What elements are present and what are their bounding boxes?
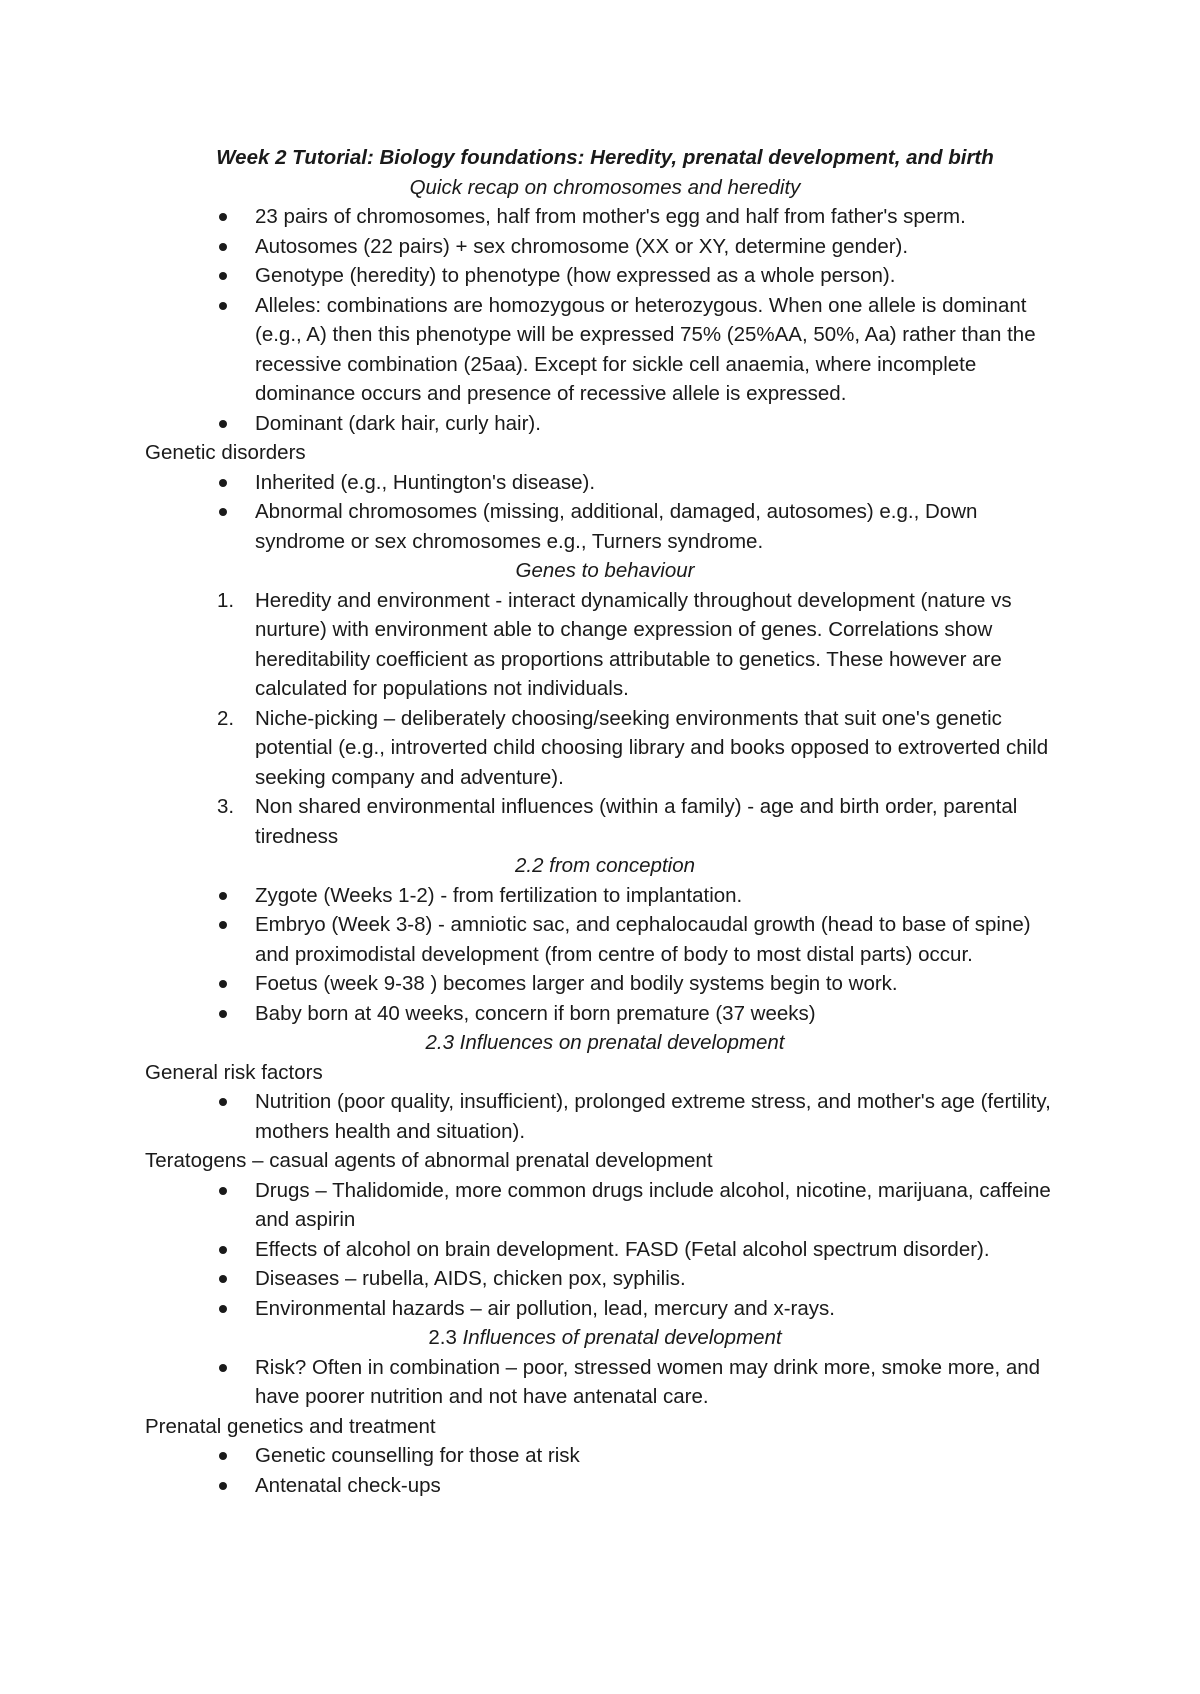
numbered-item xyxy=(145,792,1065,851)
numbered-item-text: Niche-picking – deliberately choosing/seeking environments that suit one's genetic potential (e.g., introverted child choosing library and books opposed to extroverted child seeking company and adventure). xyxy=(255,706,1049,789)
list-item: Risk? Often in combination – poor, stressed women may drink more, smoke more, and have poorer nutrition and not have antenatal care. xyxy=(145,1353,1065,1412)
numbered-item-text: Non shared environmental influences (within a family) - age and birth order, parental tiredness xyxy=(255,795,1018,848)
section-heading-prenatal-treatment: Prenatal genetics and treatment xyxy=(145,1414,436,1438)
list-item: Effects of alcohol on brain development. FASD (Fetal alcohol spectrum disorder). xyxy=(145,1235,1065,1265)
list-item: Dominant (dark hair, curly hair). xyxy=(145,409,1065,439)
list-item: Baby born at 40 weeks, concern if born premature (37 weeks) xyxy=(145,999,1065,1029)
list-item: Zygote (Weeks 1-2) - from fertilization to implantation. xyxy=(145,881,1065,911)
list-item: Embryo (Week 3-8) - amniotic sac, and cephalocaudal growth (head to base of spine) and proximodistal development (from centre of body to most distal parts) occur. xyxy=(145,910,1065,969)
list-item: Drugs – Thalidomide, more common drugs include alcohol, nicotine, marijuana, caffeine and aspirin xyxy=(145,1176,1065,1235)
section-heading-risk-factors: General risk factors xyxy=(145,1060,323,1084)
list-item: Environmental hazards – air pollution, lead, mercury and x-rays. xyxy=(145,1294,1065,1324)
section-number: 2.3 xyxy=(428,1326,457,1349)
list-item: Inherited (e.g., Huntington's disease). xyxy=(145,468,1065,498)
section-heading-recap: Quick recap on chromosomes and heredity xyxy=(409,175,801,199)
prenatal-treatment-list xyxy=(145,1441,1065,1500)
recap-list xyxy=(145,202,1065,438)
list-item: Autosomes (22 pairs) + sex chromosome (XX or XY, determine gender). xyxy=(145,232,1065,262)
section-heading-influences-on: 2.3 Influences on prenatal development xyxy=(425,1031,785,1054)
genes-behaviour-list xyxy=(145,586,1065,852)
list-item: Genetic counselling for those at risk xyxy=(145,1441,1065,1471)
list-number: 3. xyxy=(217,795,235,818)
list-item: Genotype (heredity) to phenotype (how expressed as a whole person). xyxy=(145,261,1065,291)
list-item: Abnormal chromosomes (missing, additional, damaged, autosomes) e.g., Down syndrome or sex chromosomes e.g., Turners syndrome. xyxy=(145,497,1065,556)
section-heading-text: Influences of prenatal development xyxy=(462,1326,782,1349)
list-item: Alleles: combinations are homozygous or heterozygous. When one allele is dominant (e.g., A) then this phenotype will be expressed 75% (25%AA, 50%, Aa) rather than the recessive combination (25aa). Except for sickle cell anaemia, where incomplete dominance occurs and presence of recessive allele is expressed. xyxy=(145,291,1065,409)
numbered-item xyxy=(145,704,1065,793)
numbered-item-text: Heredity and environment - interact dynamically throughout development (nature vs nurture) with environment able to change expression of genes. Correlations show hereditability coefficient as proportions attributable to genetics. These however are calculated for populations not individuals. xyxy=(255,588,1012,700)
section-heading-influences-of xyxy=(145,1323,1065,1353)
section-heading-teratogens: Teratogens – casual agents of abnormal prenatal development xyxy=(145,1149,713,1172)
teratogens-list xyxy=(145,1176,1065,1324)
list-number: 2. xyxy=(217,706,235,730)
document-body xyxy=(145,143,1065,1500)
risk-factors-list xyxy=(145,1087,1065,1146)
numbered-item xyxy=(145,586,1065,704)
section-heading-genetic-disorders: Genetic disorders xyxy=(145,441,306,464)
document-title: Week 2 Tutorial: Biology foundations: Heredity, prenatal development, and birth xyxy=(216,146,994,169)
list-item: Foetus (week 9-38 ) becomes larger and bodily systems begin to work. xyxy=(145,969,1065,999)
genetic-disorders-list xyxy=(145,468,1065,557)
section-heading-conception: 2.2 from conception xyxy=(514,854,696,877)
influences-of-list xyxy=(145,1353,1065,1412)
conception-list xyxy=(145,881,1065,1029)
list-item: Antenatal check-ups xyxy=(145,1471,1065,1501)
section-heading-genes-behaviour: Genes to behaviour xyxy=(515,559,695,582)
list-item: Nutrition (poor quality, insufficient), prolonged extreme stress, and mother's age (fertility, mothers health and situation). xyxy=(145,1087,1065,1146)
list-number: 1. xyxy=(217,588,235,612)
list-item: Diseases – rubella, AIDS, chicken pox, syphilis. xyxy=(145,1264,1065,1294)
list-item: 23 pairs of chromosomes, half from mother's egg and half from father's sperm. xyxy=(145,202,1065,232)
